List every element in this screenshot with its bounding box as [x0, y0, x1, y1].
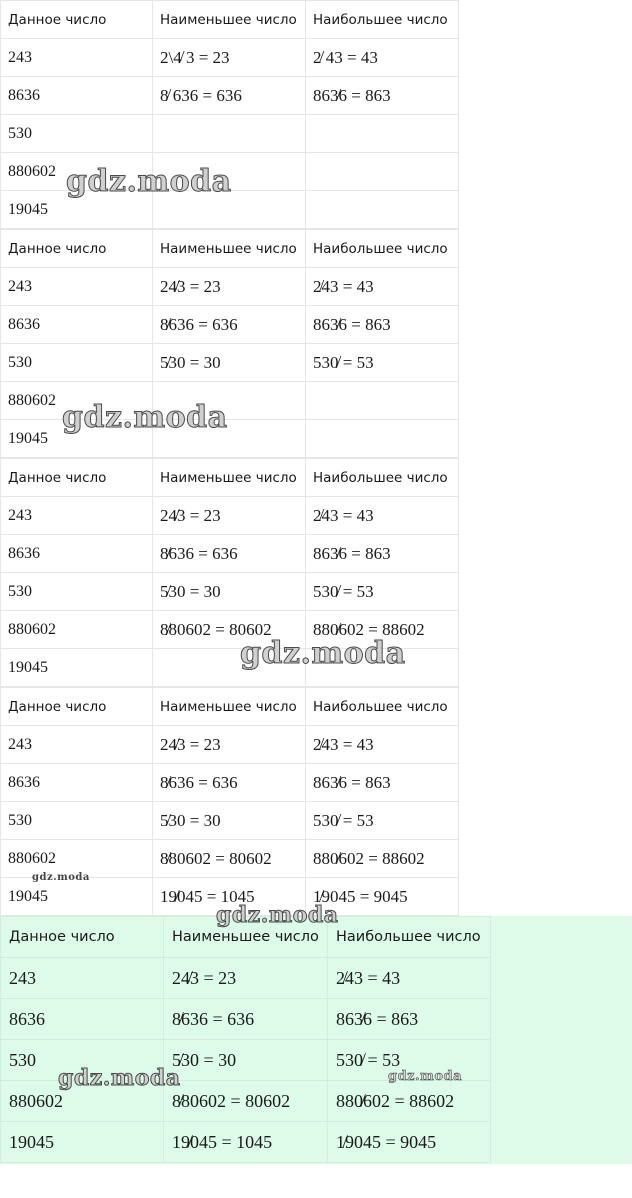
table-row [1, 535, 459, 573]
smallest-number-cell: 19̸045 = 1045 [153, 878, 306, 916]
smallest-number-cell: 8̸636 = 636 [153, 764, 306, 802]
table-row [1, 382, 459, 420]
step-table [0, 687, 459, 916]
table-row [1, 649, 459, 687]
largest-number-cell: 2̸43 = 43 [306, 726, 459, 764]
largest-number-cell: 880̸602 = 88602 [328, 1081, 491, 1122]
table-row [1, 77, 459, 115]
column-header: Наименьшее число [153, 688, 306, 726]
column-header: Наибольшее число [306, 1, 459, 39]
given-number-cell: 8636 [1, 764, 153, 802]
given-number-cell: 880602 [1, 382, 153, 420]
column-header: Наибольшее число [306, 688, 459, 726]
given-number-cell: 8636 [1, 77, 153, 115]
watermark: gdz.moda [58, 1065, 181, 1091]
smallest-number-cell [153, 191, 306, 229]
smallest-number-cell: 19̸045 = 1045 [164, 1122, 328, 1163]
table-row [1, 115, 459, 153]
smallest-number-cell: 5̸30 = 30 [153, 344, 306, 382]
given-number-cell: 19045 [1, 649, 153, 687]
largest-number-cell [306, 115, 459, 153]
table-row [1, 840, 459, 878]
given-number-cell: 19045 [1, 1122, 164, 1163]
smallest-number-cell: 8̸636 = 636 [153, 306, 306, 344]
column-header: Наименьшее число [164, 917, 328, 958]
table-row [1, 420, 459, 458]
column-header: Данное число [1, 459, 153, 497]
step-table [0, 0, 459, 229]
smallest-number-cell [153, 382, 306, 420]
smallest-number-cell: 8̸636 = 636 [164, 999, 328, 1040]
largest-number-cell: 2̸ 43 = 43 [306, 39, 459, 77]
final-answer-panel [0, 916, 632, 1164]
largest-number-cell: 2̸43 = 43 [328, 958, 491, 999]
given-number-cell: 8636 [1, 535, 153, 573]
largest-number-cell [306, 191, 459, 229]
given-number-cell: 880602 [1, 1081, 164, 1122]
smallest-number-cell: 8̸80602 = 80602 [164, 1081, 328, 1122]
smallest-number-cell: 8̸80602 = 80602 [153, 611, 306, 649]
given-number-cell: 243 [1, 726, 153, 764]
largest-number-cell: 530̸ = 53 [306, 802, 459, 840]
column-header: Наименьшее число [153, 459, 306, 497]
table-row [1, 726, 459, 764]
table-row [1, 344, 459, 382]
smallest-number-cell: 5̸30 = 30 [153, 802, 306, 840]
smallest-number-cell [153, 153, 306, 191]
smallest-number-cell: 5̸30 = 30 [164, 1040, 328, 1081]
given-number-cell: 243 [1, 958, 164, 999]
table-row [1, 611, 459, 649]
column-header: Данное число [1, 917, 164, 958]
given-number-cell: 530 [1, 115, 153, 153]
table-header-row [1, 1, 459, 39]
table-row [1, 1040, 491, 1081]
table-row [1, 39, 459, 77]
smallest-number-cell: 24̸3 = 23 [153, 497, 306, 535]
table-header-row [1, 459, 459, 497]
largest-number-cell [306, 420, 459, 458]
table-row [1, 306, 459, 344]
given-number-cell: 8636 [1, 999, 164, 1040]
largest-number-cell: 863̸6 = 863 [328, 999, 491, 1040]
column-header: Данное число [1, 230, 153, 268]
watermark: gdz.moda [32, 872, 90, 883]
step-table [0, 458, 459, 687]
largest-number-cell [306, 649, 459, 687]
smallest-number-cell: 5̸30 = 30 [153, 573, 306, 611]
given-number-cell: 243 [1, 497, 153, 535]
given-number-cell: 19045 [1, 191, 153, 229]
largest-number-cell: 1̸9045 = 9045 [328, 1122, 491, 1163]
column-header: Наименьшее число [153, 230, 306, 268]
table-header-row [1, 688, 459, 726]
given-number-cell: 880602 [1, 840, 153, 878]
given-number-cell: 19045 [1, 878, 153, 916]
watermark: gdz.moda [388, 1069, 463, 1084]
table-row [1, 958, 491, 999]
table-row [1, 573, 459, 611]
table-row [1, 153, 459, 191]
given-number-cell: 530 [1, 1040, 164, 1081]
column-header: Наименьшее число [153, 1, 306, 39]
largest-number-cell: 880̸602 = 88602 [306, 840, 459, 878]
largest-number-cell: 863̸6 = 863 [306, 306, 459, 344]
smallest-number-cell: 2\4̸ 3 = 23 [153, 39, 306, 77]
given-number-cell: 530 [1, 802, 153, 840]
smallest-number-cell: 8̸ 636 = 636 [153, 77, 306, 115]
given-number-cell: 8636 [1, 306, 153, 344]
largest-number-cell [306, 153, 459, 191]
smallest-number-cell [153, 649, 306, 687]
table-row [1, 497, 459, 535]
largest-number-cell: 2̸43 = 43 [306, 268, 459, 306]
largest-number-cell: 1̸9045 = 9045 [306, 878, 459, 916]
smallest-number-cell: 24̸3 = 23 [164, 958, 328, 999]
smallest-number-cell: 8̸636 = 636 [153, 535, 306, 573]
step-table [0, 229, 459, 458]
smallest-number-cell: 24̸3 = 23 [153, 726, 306, 764]
column-header: Наибольшее число [306, 230, 459, 268]
given-number-cell: 880602 [1, 153, 153, 191]
given-number-cell: 19045 [1, 420, 153, 458]
table-row [1, 191, 459, 229]
column-header: Данное число [1, 688, 153, 726]
final-answer-table [0, 916, 491, 1163]
table-row [1, 1122, 491, 1163]
column-header: Наибольшее число [306, 459, 459, 497]
watermark: gdz.moda [66, 164, 232, 199]
table-row [1, 802, 459, 840]
column-header: Данное число [1, 1, 153, 39]
smallest-number-cell [153, 420, 306, 458]
largest-number-cell: 863̸6 = 863 [306, 77, 459, 115]
watermark: gdz.moda [240, 636, 406, 671]
given-number-cell: 530 [1, 344, 153, 382]
largest-number-cell: 530̸ = 53 [306, 573, 459, 611]
smallest-number-cell: 8̸80602 = 80602 [153, 840, 306, 878]
watermark: gdz.moda [62, 400, 228, 435]
smallest-number-cell [153, 115, 306, 153]
table-row [1, 1081, 491, 1122]
given-number-cell: 880602 [1, 611, 153, 649]
largest-number-cell: 2̸43 = 43 [306, 497, 459, 535]
watermark: gdz.moda [216, 902, 339, 928]
given-number-cell: 243 [1, 39, 153, 77]
given-number-cell: 243 [1, 268, 153, 306]
table-header-row [1, 917, 491, 958]
largest-number-cell: 530̸ = 53 [328, 1040, 491, 1081]
table-row [1, 764, 459, 802]
table-row [1, 268, 459, 306]
largest-number-cell: 880̸602 = 88602 [306, 611, 459, 649]
given-number-cell: 530 [1, 573, 153, 611]
table-row [1, 878, 459, 916]
largest-number-cell: 863̸6 = 863 [306, 535, 459, 573]
table-row [1, 999, 491, 1040]
smallest-number-cell: 24̸3 = 23 [153, 268, 306, 306]
column-header: Наибольшее число [328, 917, 491, 958]
table-header-row [1, 230, 459, 268]
largest-number-cell [306, 382, 459, 420]
largest-number-cell: 863̸6 = 863 [306, 764, 459, 802]
largest-number-cell: 530̸ = 53 [306, 344, 459, 382]
